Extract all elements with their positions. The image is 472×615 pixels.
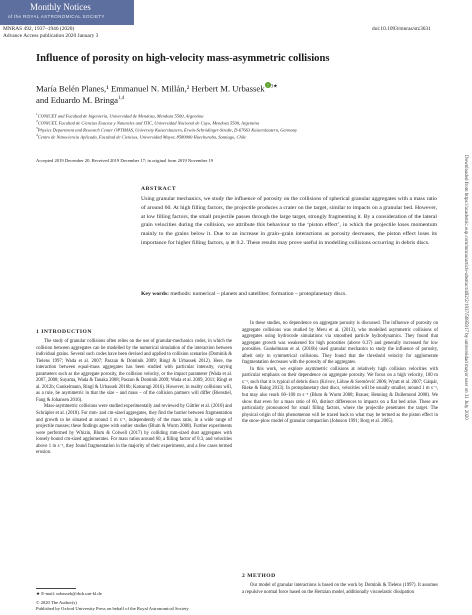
paragraph: The study of granular collisions often relies on the use of granular-mechanics codes, in which the collision between aggregates can be modelled by the numerical simulation of the interaction between individual grains. Several such codes have been devised and applied to collision scenarios (Dominik & Tielens 1997; Wada et al. 2007; Paszun & Dominik 2009; Ringl & Urbassek 2012). Here, the interaction between equal-mass aggregates has been studied with particular intensity, varying parameters such as the aggregate porosity, the collision velocity, or the impact parameter (Wada et al. 2007, 2008; Suyama, Wada & Tanaka 2008; Paszun & Dominik 2009; Wada et al. 2009, 2011; Ringl et al. 2012b; Gunkelmann, Ringl & Urbassek 2016b; Katsuragi 2016). However, in reality collisions will, as a rule, be asymmetric in that the size – and mass – of the collision partners will differ (Bienstiel, Fang & Johansen 2016). <box>36 339 232 403</box>
footnote-divider <box>36 588 76 589</box>
left-column-body <box>36 339 232 457</box>
citation-line: MNRAS 492, 1937–1946 (2020) <box>3 26 75 32</box>
affiliation: $^3$Physics Department and Research Center OPTIMAS, University Kaiserslautern, Erwin-Schrödinger-Straße, D-67663 Kaiserslautern, Germany <box>36 126 298 133</box>
keywords-label: Key words: <box>141 291 169 297</box>
copyright-notice <box>36 600 189 612</box>
affiliation: $^1$CONICET and Facultad de Ingeniería, Universidad de Mendoza, Mendoza 5500, Argentina <box>36 112 204 119</box>
section-heading-introduction: 1 INTRODUCTION <box>36 329 92 335</box>
affiliation: $^4$Centro de Nanociencia Aplicada, Facultad de Ciencias, Universidad Mayor, 8580000 Huechuraba, Santiago, Chile <box>36 133 247 140</box>
keywords <box>141 291 437 297</box>
author-sup-14: 1,4 <box>118 96 125 102</box>
corresponding-star: ★ <box>273 84 278 90</box>
author-sup-3: 3 <box>270 84 274 90</box>
keywords-text: methods: numerical – planets and satellites: formation – protoplanetary discs. <box>170 291 347 297</box>
copyright-line-1: © 2020 The Author(s) <box>36 600 77 605</box>
svg-text:i: i <box>267 82 269 88</box>
authors-text-2: and Eduardo M. Bringa <box>36 95 119 105</box>
affiliation: $^2$CONICET, Facultad de Ciencias Exactas y Naturales and ITIC, Universidad Nacional de Cuyo, Mendoza 5500, Argentina <box>36 119 259 126</box>
paragraph: In this work, we explore asymmetric collisions at relatively high collision velocities with particular emphasis on their dependence on aggregate porosity. We focus on a high velocity, 100 m s⁻¹, such that it is typical of debris discs (Krivov, Löhne & Sremčević 2006; Wyatt et al. 2007; Gáspár, Rieke & Balog 2013). In protoplanetary dust discs, velocities will be usually smaller, around 1 m s⁻¹, but may also reach 60–100 m s⁻¹ (Blum & Wurm 2008; Brauer, Henning & Dullemond 2008). We show that even for a mass ratio of 60, distinct differences to impacts on a flat bed arise. These are particularly pronounced for small filling factors, where the projectile penetrates the target. The physical origin of this phenomenon will be traced back to what may be termed as the piston effect in the snow-plow model of granular compaction (Johnson 1991; Borg et al. 2005). <box>242 366 438 425</box>
section-heading-method: 2 METHOD <box>242 573 276 579</box>
advance-access-line: Advance Access publication 2020 January 3 <box>3 33 99 39</box>
journal-name: Monthly Notices <box>30 2 91 12</box>
copyright-line-2: Published by Oxford University Press on behalf of the Royal Astronomical Society <box>36 606 189 612</box>
download-stamp <box>462 155 468 575</box>
corresponding-email[interactable]: ★ E-mail: urbassek@rhrk.uni-kl.de <box>36 591 102 596</box>
download-stamp-text: Downloaded from https://academic.oup.com/mnras/article-abstract/492/2/1937/5695917 by universidad mayor user on 31 July 2020 <box>463 155 468 420</box>
authors-text-1: María Belén Planes,¹ Emmanuel N. Millán,² Herbert M. Urbassek <box>36 83 265 94</box>
abstract-heading: ABSTRACT <box>141 186 177 192</box>
authors-line-2 <box>36 95 124 105</box>
authors-line-1 <box>36 82 278 93</box>
paragraph: In these studies, no dependence on aggregate porosity is discussed. The influence of porosity on aggregate collisions was studied by Meru et al. (2013), who modelled asymmetric collisions of aggregates using hydrocode simulations via smoothed particle hydrodynamics. They found that aggregate growth was weakened for high porosities (above 0.37) and generally increased for low porosities. Gunkelmann et al. (2016b) used granular mechanics to study the influence of porosity, albeit only in symmetrical collisions. They found that the threshold velocity for agglomerate fragmentation decreases with the porosity of the aggregates. <box>242 321 438 366</box>
method-body <box>242 583 438 596</box>
article-title: Influence of porosity on high-velocity mass-asymmetric collisions <box>36 53 330 64</box>
journal-subname: of the ROYAL ASTRONOMICAL SOCIETY <box>8 14 105 19</box>
abstract-text: Using granular mechanics, we study the influence of porosity on the collisions of spherical granular aggregates with a mass ratio of around 60. At high filling factors, the projectile produces a crater on the target, similar to impacts on a granular bed. However, at low filling factors, the small projectile passes through the large target, strongly fragmenting it. By a consideration of the lateral grain velocities during the collision, we attribute this behaviour to the ‘piston effect’, in which the projectile loses momentum mainly to the grains below it. Due to an increase in grain–grain interactions as porosity decreases, the piston effect loses its importance for higher filling factors, φ ≳ 0.2. These results may prove useful in modelling collisions occurring in debris discs. <box>141 196 437 246</box>
journal-banner <box>0 0 134 25</box>
paragraph: Mass-asymmetric collisions were studied experimentally and reviewed by Güttler et al. (2010) and Schräpler et al. (2018). For mm- and cm-sized aggregates, they find the barrier between fragmentation and growth to be situated at around 1 m s⁻¹, independently of the mass ratio, in a wide range of projectile masses; these findings agree with earlier studies (Blum & Wurm 2008). Further experiments were performed by Whizin, Blum & Colwell (2017) by colliding mm-sized dust aggregates with loosely bound cm-sized agglomerates. For mass ratios around 60, a filling factor of 0.3, and velocities above 1 m s⁻¹, they found fragmentation in the majority of their experiments, and a few cases termed erosion. <box>36 404 232 456</box>
doi-link[interactable]: doi:10.1093/mnras/stz3631 <box>372 26 431 32</box>
right-column-body <box>242 321 438 426</box>
received-accepted-dates: Accepted 2019 December 20. Received 2019 December 17; in original form 2019 November 19 <box>36 158 214 163</box>
paragraph: Our model of granular interactions is based on the work by Dominik & Tielens (1997). It assumes a repulsive normal force based on the Hertzian model, additionally viscoelastic dissipation <box>242 583 438 595</box>
